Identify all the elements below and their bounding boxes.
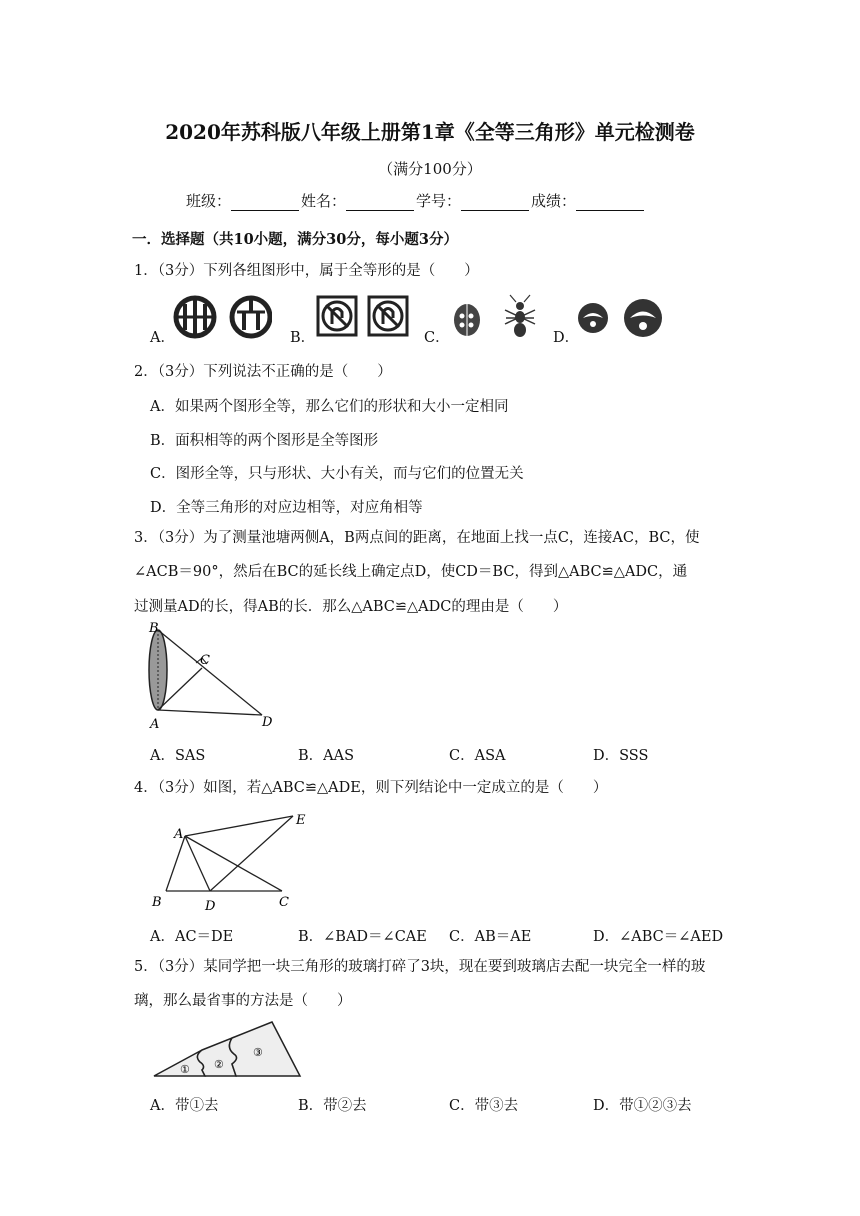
full-score-note: （满分100分） (378, 160, 482, 178)
q4-option-b[interactable]: B．∠BAD＝∠CAE (298, 929, 427, 945)
student-info-line (186, 190, 646, 211)
q3-label-b: B (149, 621, 159, 636)
q4-option-a[interactable]: A．AC＝DE (150, 929, 234, 945)
q4-option-c[interactable]: C．AB＝AE (449, 929, 532, 945)
section-heading: 一．选择题（共10小题，满分30分，每小题3分） (132, 231, 458, 248)
class-blank[interactable] (231, 196, 299, 211)
q4-label-a: A (174, 827, 184, 842)
q2-option-c[interactable]: C．图形全等，只与形状、大小有关，而与它们的位置无关 (150, 466, 524, 482)
q5-label-3: ③ (253, 1046, 263, 1059)
q2-option-a[interactable]: A．如果两个图形全等，那么它们的形状和大小一定相同 (150, 399, 509, 415)
q3-pond-figure (140, 618, 280, 734)
glass-piece-3 (229, 1022, 300, 1076)
q1-option-c[interactable]: C． (424, 330, 450, 346)
q4-label-b: B (152, 895, 162, 910)
id-blank[interactable] (461, 196, 529, 211)
class-label: 班级： (186, 192, 232, 210)
q5-stem-line1: 5．（3分）某同学把一块三角形的玻璃打碎了3块，现在要到玻璃店去配一块完全一样的玻 (134, 959, 706, 975)
q1-stem: 1．（3分）下列各组图形中，属于全等形的是（ ） (134, 263, 479, 279)
q1-option-a[interactable]: A． (150, 330, 175, 346)
q4-label-c: C (279, 895, 289, 910)
name-label: 姓名： (301, 192, 347, 210)
q1-figure-a-icon (172, 290, 272, 340)
q4-stem: 4．（3分）如图，若△ABC≌△ADE，则下列结论中一定成立的是（ ） (134, 780, 608, 796)
q3-stem-line2: ∠ACB＝90°，然后在BC的延长线上确定点D，使CD＝BC，得到△ABC≌△ADC，通 (134, 564, 688, 580)
q5-option-b[interactable]: B．带②去 (298, 1098, 367, 1114)
q5-stem-line2: 璃，那么最省事的方法是（ ） (134, 993, 352, 1009)
q5-broken-glass-figure (150, 1018, 310, 1084)
q1-option-d[interactable]: D． (553, 330, 580, 346)
q4-label-d: D (205, 899, 216, 914)
q1-figure-c-icon (450, 292, 545, 340)
q3-label-d: D (262, 715, 273, 730)
name-blank[interactable] (346, 196, 414, 211)
q4-label-e: E (296, 813, 306, 828)
q5-option-d[interactable]: D．带①②③去 (593, 1098, 692, 1114)
q4-option-d[interactable]: D．∠ABC＝∠AED (593, 929, 724, 945)
q3-option-a[interactable]: A．SAS (150, 748, 206, 764)
q1-option-b[interactable]: B． (290, 330, 316, 346)
q3-stem-line1: 3．（3分）为了测量池塘两侧A，B两点间的距离，在地面上找一点C，连接AC，BC，使 (134, 530, 700, 546)
q3-label-a: A (150, 717, 160, 732)
q3-option-b[interactable]: B．AAS (298, 748, 355, 764)
q3-option-c[interactable]: C．ASA (449, 748, 506, 764)
score-label: 成绩： (531, 192, 577, 210)
q5-label-1: ① (180, 1063, 190, 1076)
q1-figure-d-icon (576, 296, 666, 340)
q3-label-c: C (200, 653, 210, 668)
q3-stem-line3: 过测量AD的长，得AB的长．那么△ABC≌△ADC的理由是（ ） (134, 599, 568, 615)
q5-label-2: ② (214, 1058, 224, 1071)
id-label: 学号： (416, 192, 462, 210)
q2-option-b[interactable]: B．面积相等的两个图形是全等图形 (150, 433, 379, 449)
score-blank[interactable] (576, 196, 644, 211)
q2-option-d[interactable]: D．全等三角形的对应边相等，对应角相等 (150, 500, 423, 516)
page-title: 2020年苏科版八年级上册第1章《全等三角形》单元检测卷 (165, 120, 695, 144)
q5-option-c[interactable]: C．带③去 (449, 1098, 519, 1114)
q4-triangle-figure (148, 808, 328, 916)
q1-figure-b-icon (315, 294, 415, 340)
q2-stem: 2．（3分）下列说法不正确的是（ ） (134, 364, 392, 380)
q3-option-d[interactable]: D．SSS (593, 748, 649, 764)
q5-option-a[interactable]: A．带①去 (150, 1098, 219, 1114)
